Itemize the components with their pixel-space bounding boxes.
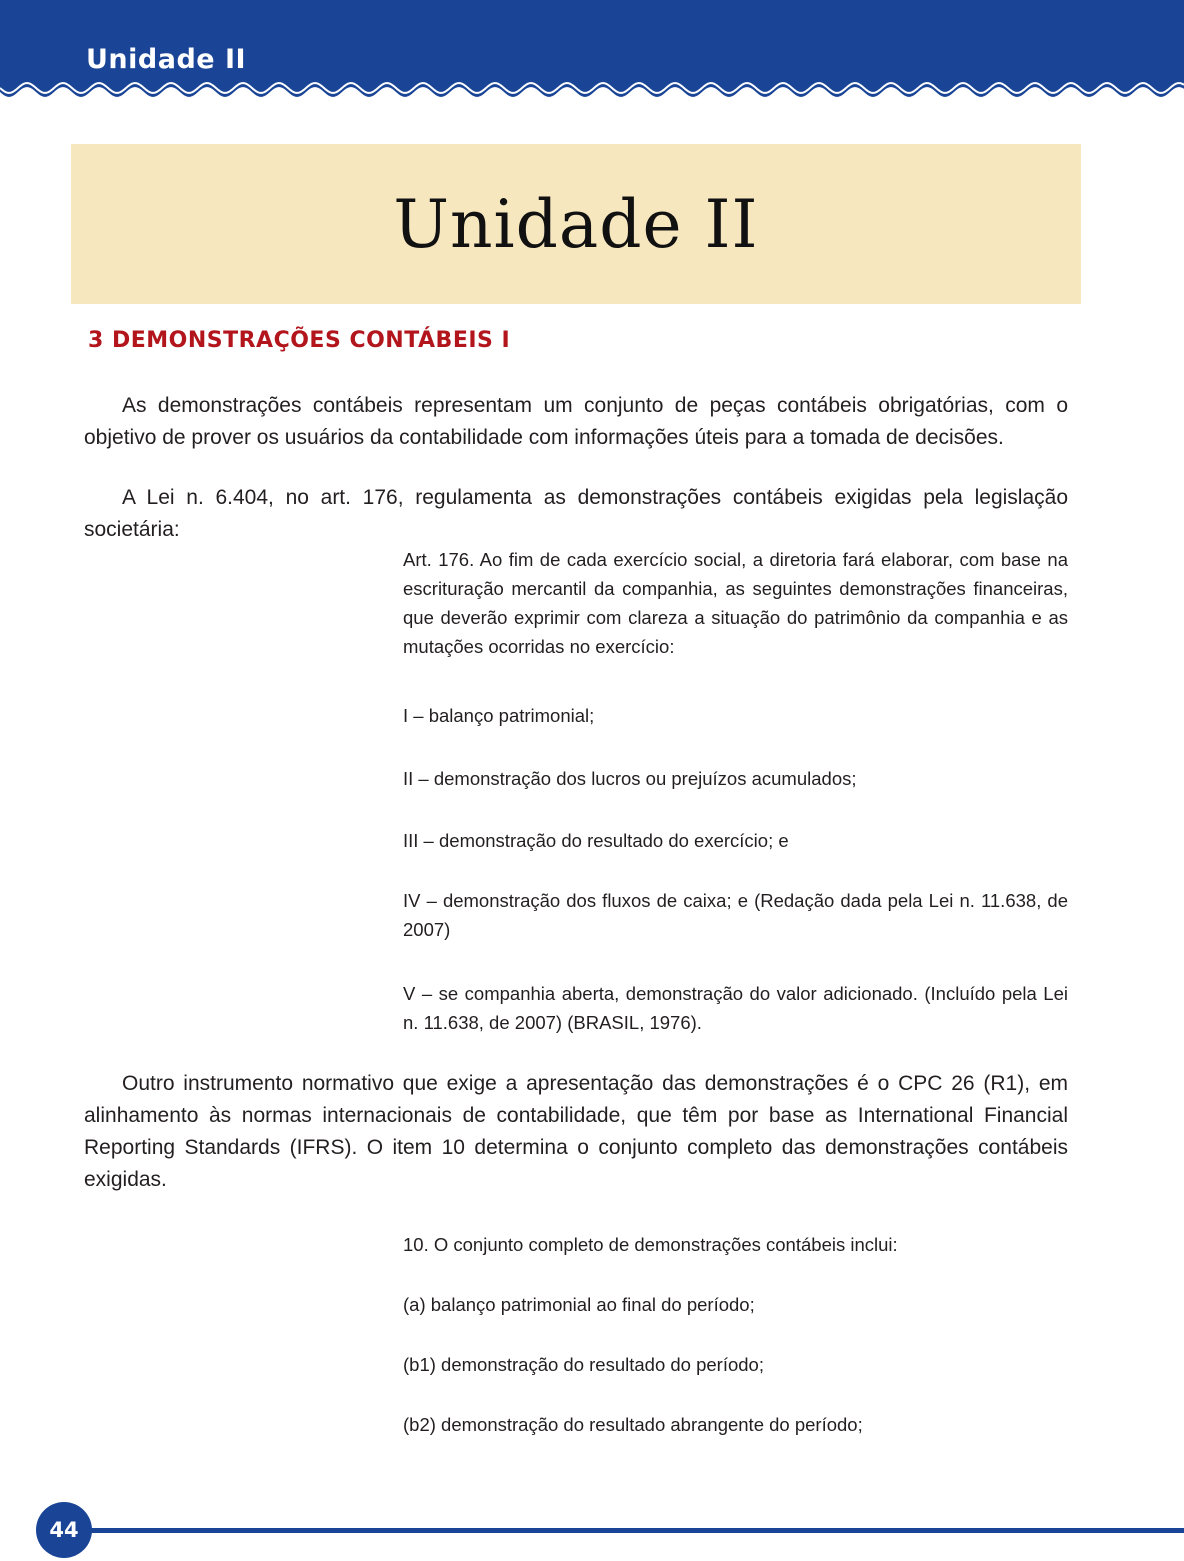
footer-rule <box>88 1528 1184 1533</box>
header-title: Unidade II <box>86 44 247 75</box>
page-header <box>0 0 1184 108</box>
section-heading: 3 DEMONSTRAÇÕES CONTÁBEIS I <box>88 328 511 353</box>
unit-title: Unidade II <box>393 186 759 263</box>
paragraph: A Lei n. 6.404, no art. 176, regulamenta as demonstrações contábeis exigidas pela legislação societária: <box>84 486 1068 541</box>
paragraph: Outro instrumento normativo que exige a apresentação das demonstrações é o CPC 26 (R1), em alinhamento às normas internacionais de contabilidade, que têm por base as International Financial Reporting Standards (IFRS). O item 10 determina o conjunto completo das demonstrações contábeis exigidas. <box>84 1072 1068 1191</box>
quote-item: V – se companhia aberta, demonstração do valor adicionado. (Incluído pela Lei n. 11.638, de 2007) (BRASIL, 1976). <box>403 983 1068 1033</box>
quote-item: IV – demonstração dos fluxos de caixa; e (Redação dada pela Lei n. 11.638, de 2007) <box>403 890 1068 940</box>
paragraph: As demonstrações contábeis representam um conjunto de peças contábeis obrigatórias, com o objetivo de prover os usuários da contabilidade com informações úteis para a tomada de decisões. <box>84 394 1068 449</box>
quote-paragraph: Art. 176. Ao fim de cada exercício social, a diretoria fará elaborar, com base na escrituração mercantil da companhia, as seguintes demonstrações financeiras, que deverão exprimir com clareza a situação do patrimônio da companhia e as mutações ocorridas no exercício: <box>403 549 1068 657</box>
quote-item: I – balanço patrimonial; <box>403 705 595 726</box>
quote-item: 10. O conjunto completo de demonstrações contábeis inclui: <box>403 1234 898 1255</box>
unit-title-box <box>71 144 1081 304</box>
quote-item: (b1) demonstração do resultado do período; <box>403 1354 764 1375</box>
quote-item: (b2) demonstração do resultado abrangente do período; <box>403 1414 863 1435</box>
quote-item: II – demonstração dos lucros ou prejuízos acumulados; <box>403 768 857 789</box>
quote-item: (a) balanço patrimonial ao final do período; <box>403 1294 755 1315</box>
page-footer <box>0 1470 1184 1540</box>
page-number: 44 <box>36 1502 92 1558</box>
quote-item: III – demonstração do resultado do exercício; e <box>403 830 789 851</box>
